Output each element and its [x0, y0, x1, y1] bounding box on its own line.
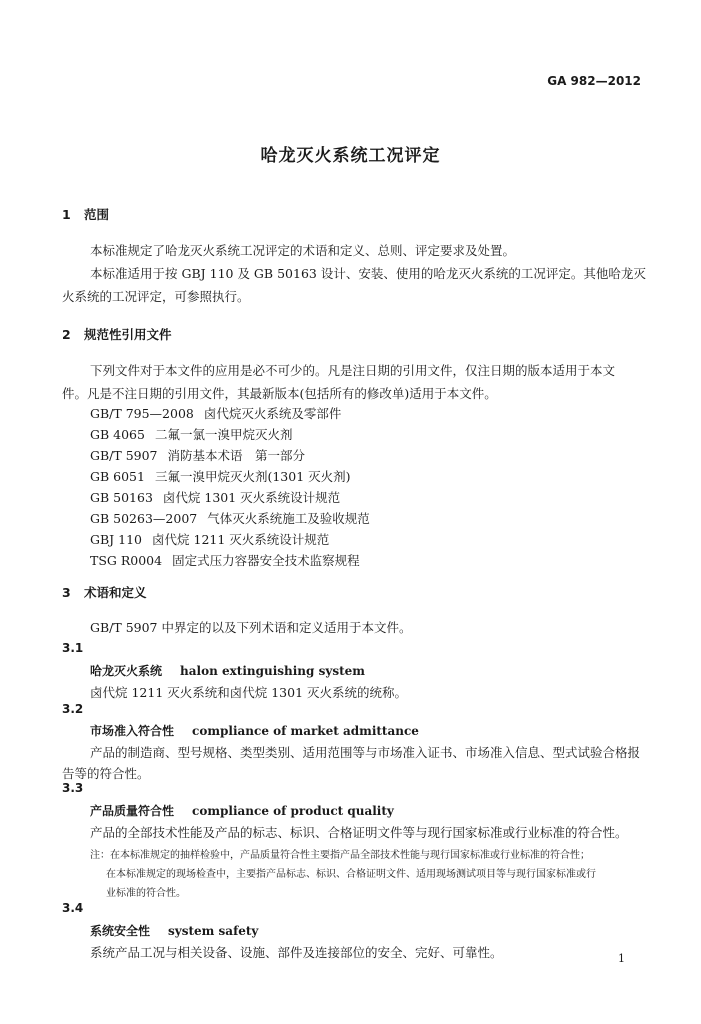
section-3-heading [62, 583, 147, 601]
term-definition-line-1: 产品的制造商、型号规格、类型类别、适用范围等与市场准入证书、市场准入信息、型式试验合格报 [90, 745, 641, 760]
term-zh: 系统安全性 [90, 924, 151, 938]
term-zh: 市场准入符合性 [90, 724, 175, 738]
normative-intro-line-1: 下列文件对于本文件的应用是必不可少的。凡是注日期的引用文件，仅注日期的版本适用于本文 [90, 363, 616, 378]
section-2-heading [62, 325, 172, 343]
reference-code: GB 6051 [90, 469, 145, 484]
reference-code: GB/T 795—2008 [90, 406, 194, 421]
section-number: 3 [62, 585, 71, 600]
section-title: 术语和定义 [84, 585, 147, 600]
clause-number: 3.2 [62, 702, 84, 716]
reference-name: 消防基本术语 第一部分 [167, 448, 306, 463]
section-title: 范围 [84, 207, 110, 222]
reference-item [90, 551, 360, 569]
reference-code: GBJ 110 [90, 532, 143, 547]
term-zh: 哈龙灭火系统 [90, 664, 163, 678]
reference-code: GB 4065 [90, 427, 145, 442]
clause-number: 3.4 [62, 901, 84, 915]
scope-paragraph-2-line-1: 本标准适用于按 GBJ 110 及 GB 50163 设计、安装、使用的哈龙灭火系统的工况评定。其他哈龙灭 [90, 266, 646, 281]
term-entry [90, 922, 258, 939]
reference-code: GB 50163 [90, 490, 153, 505]
reference-item [90, 404, 341, 422]
terms-intro: GB/T 5907 中界定的以及下列术语和定义适用于本文件。 [90, 620, 412, 635]
term-definition: 卤代烷 1211 灭火系统和卤代烷 1301 灭火系统的统称。 [90, 685, 408, 700]
standard-code: GA 982—2012 [547, 74, 641, 88]
document-title: 哈龙灭火系统工况评定 [260, 146, 441, 166]
term-definition: 系统产品工况与相关设备、设施、部件及连接部位的安全、完好、可靠性。 [90, 945, 503, 960]
reference-code: GB/T 5907 [90, 448, 158, 463]
reference-name: 三氟一溴甲烷灭火剂(1301 灭火剂) [154, 469, 351, 484]
page-number: 1 [618, 952, 625, 965]
section-title: 规范性引用文件 [84, 327, 172, 342]
reference-item [90, 446, 305, 464]
term-en: compliance of market admittance [192, 724, 419, 738]
reference-name: 固定式压力容器安全技术监察规程 [172, 553, 360, 568]
normative-intro-line-2: 件。凡是不注日期的引用文件，其最新版本(包括所有的修改单)适用于本文件。 [62, 386, 497, 401]
term-en: halon extinguishing system [180, 664, 365, 678]
clause-number: 3.1 [62, 641, 84, 655]
section-1-heading [62, 205, 109, 223]
reference-code: TSG R0004 [90, 553, 163, 568]
note-line-2: 在本标准规定的现场检查中，主要指产品标志、标识、合格证明文件、适用现场测试项目等与现行国家标准或行 [106, 869, 596, 880]
reference-item [90, 467, 351, 485]
term-en: system safety [168, 924, 259, 938]
note-line-3: 业标准的符合性。 [106, 888, 186, 899]
term-zh: 产品质量符合性 [90, 804, 175, 818]
scope-paragraph-1: 本标准规定了哈龙灭火系统工况评定的术语和定义、总则、评定要求及处置。 [90, 243, 516, 258]
reference-name: 卤代烷 1301 灭火系统设计规范 [162, 490, 341, 505]
term-entry [90, 662, 365, 679]
reference-name: 气体灭火系统施工及验收规范 [207, 511, 370, 526]
term-en: compliance of product quality [192, 804, 394, 818]
reference-item [90, 530, 329, 548]
section-number: 2 [62, 327, 71, 342]
term-definition: 产品的全部技术性能及产品的标志、标识、合格证明文件等与现行国家标准或行业标准的符合性。 [90, 825, 628, 840]
clause-number: 3.3 [62, 781, 84, 795]
reference-name: 卤代烷灭火系统及零部件 [203, 406, 342, 421]
reference-item [90, 509, 370, 527]
note-line-1: 注：在本标准规定的抽样检验中，产品质量符合性主要指产品全部技术性能与现行国家标准或行业标准的符合性； [90, 850, 590, 861]
reference-item [90, 425, 292, 443]
reference-code: GB 50263—2007 [90, 511, 198, 526]
scope-paragraph-2-line-2: 火系统的工况评定，可参照执行。 [62, 289, 250, 304]
term-entry [90, 722, 419, 739]
reference-item [90, 488, 340, 506]
reference-name: 二氟一氯一溴甲烷灭火剂 [154, 427, 293, 442]
reference-name: 卤代烷 1211 灭火系统设计规范 [152, 532, 330, 547]
term-entry [90, 802, 394, 819]
section-number: 1 [62, 207, 71, 222]
term-definition-line-2: 告等的符合性。 [62, 766, 150, 781]
